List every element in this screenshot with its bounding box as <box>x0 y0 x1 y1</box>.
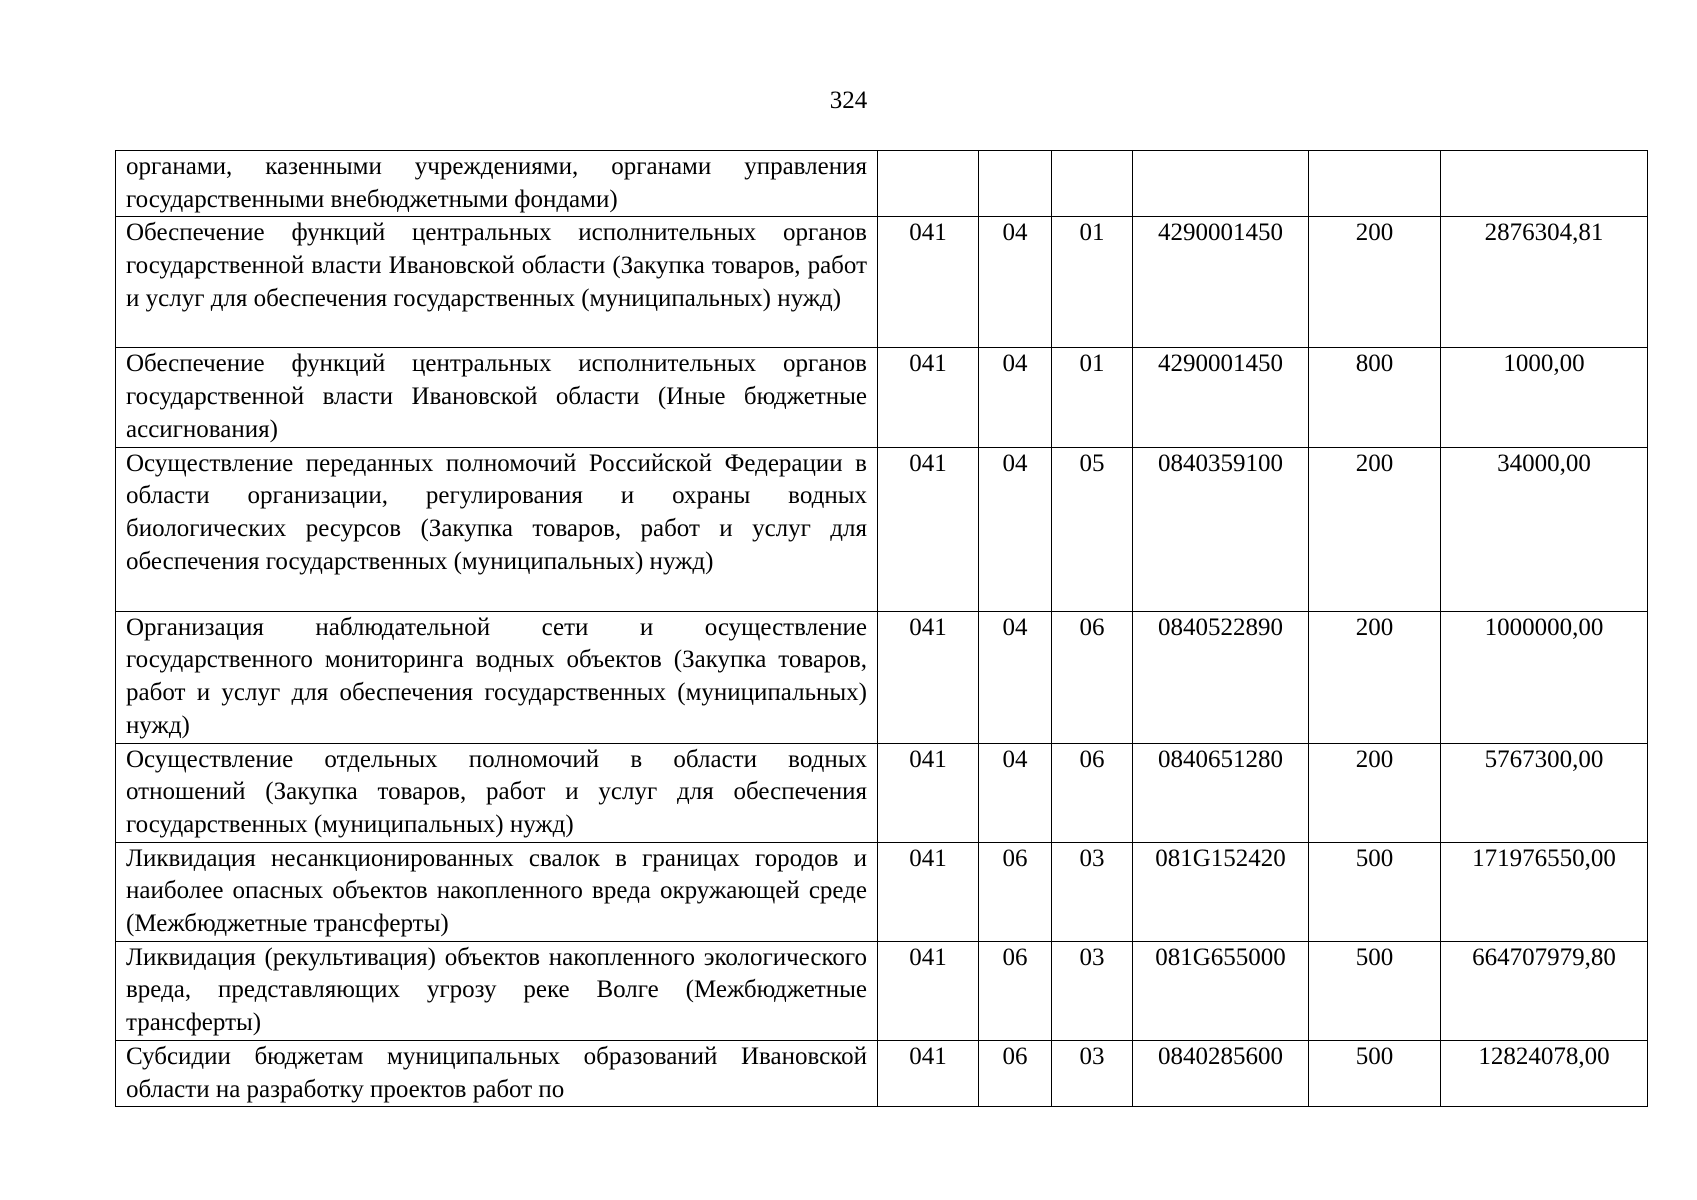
section-code: 06 <box>979 842 1052 941</box>
ministry-code: 041 <box>878 743 979 842</box>
amount-value: 1000000,00 <box>1441 611 1648 743</box>
ministry-code: 041 <box>878 941 979 1040</box>
expense-type-code: 500 <box>1309 842 1441 941</box>
amount-value: 2876304,81 <box>1441 217 1648 348</box>
ministry-code: 041 <box>878 611 979 743</box>
expense-type-code: 200 <box>1309 743 1441 842</box>
expense-type-code: 200 <box>1309 611 1441 743</box>
table-row <box>116 151 1648 217</box>
subsection-code: 03 <box>1052 941 1133 1040</box>
section-code: 06 <box>979 1040 1052 1106</box>
amount-value: 34000,00 <box>1441 447 1648 611</box>
expense-type-code: 500 <box>1309 941 1441 1040</box>
row-description: Осуществление отдельных полномочий в области водных отношений (Закупка товаров, работ и услуг для обеспечения государственных (муниципальных) нужд) <box>116 743 878 842</box>
target-article-code: 081G655000 <box>1133 941 1309 1040</box>
subsection-code: 06 <box>1052 743 1133 842</box>
table-row <box>116 217 1648 348</box>
section-code: 04 <box>979 611 1052 743</box>
expense-type-code: 200 <box>1309 217 1441 348</box>
target-article-code <box>1133 151 1309 217</box>
section-code: 04 <box>979 348 1052 447</box>
amount-value: 171976550,00 <box>1441 842 1648 941</box>
target-article-code: 081G152420 <box>1133 842 1309 941</box>
subsection-code: 03 <box>1052 842 1133 941</box>
section-code: 04 <box>979 743 1052 842</box>
subsection-code <box>1052 151 1133 217</box>
table-row <box>116 743 1648 842</box>
amount-value: 5767300,00 <box>1441 743 1648 842</box>
table-row <box>116 1040 1648 1106</box>
table-row <box>116 941 1648 1040</box>
subsection-code: 01 <box>1052 348 1133 447</box>
ministry-code: 041 <box>878 348 979 447</box>
section-code: 04 <box>979 447 1052 611</box>
section-code: 04 <box>979 217 1052 348</box>
row-description: Обеспечение функций центральных исполнительных органов государственной власти Ивановской области (Закупка товаров, работ и услуг для обеспечения государственных (муниципальных) нужд) <box>116 217 878 348</box>
row-description: Ликвидация (рекультивация) объектов накопленного экологического вреда, представляющих угрозу реке Волге (Межбюджетные трансферты) <box>116 941 878 1040</box>
amount-value: 1000,00 <box>1441 348 1648 447</box>
ministry-code: 041 <box>878 447 979 611</box>
section-code <box>979 151 1052 217</box>
target-article-code: 4290001450 <box>1133 217 1309 348</box>
row-description: органами, казенными учреждениями, органами управления государственными внебюджетными фондами) <box>116 151 878 217</box>
target-article-code: 0840522890 <box>1133 611 1309 743</box>
amount-value <box>1441 151 1648 217</box>
amount-value: 12824078,00 <box>1441 1040 1648 1106</box>
budget-table <box>115 150 1648 1107</box>
amount-value: 664707979,80 <box>1441 941 1648 1040</box>
expense-type-code: 500 <box>1309 1040 1441 1106</box>
target-article-code: 4290001450 <box>1133 348 1309 447</box>
expense-type-code <box>1309 151 1441 217</box>
row-description: Ликвидация несанкционированных свалок в границах городов и наиболее опасных объектов накопленного вреда окружающей среде (Межбюджетные трансферты) <box>116 842 878 941</box>
subsection-code: 03 <box>1052 1040 1133 1106</box>
row-description: Осуществление переданных полномочий Российской Федерации в области организации, регулирования и охраны водных биологических ресурсов (Закупка товаров, работ и услуг для обеспечения государственных (муниципальных) нужд) <box>116 447 878 611</box>
table-row <box>116 447 1648 611</box>
subsection-code: 06 <box>1052 611 1133 743</box>
row-description: Субсидии бюджетам муниципальных образований Ивановской области на разработку проектов работ по <box>116 1040 878 1106</box>
target-article-code: 0840285600 <box>1133 1040 1309 1106</box>
ministry-code: 041 <box>878 217 979 348</box>
subsection-code: 05 <box>1052 447 1133 611</box>
table-row <box>116 611 1648 743</box>
expense-type-code: 200 <box>1309 447 1441 611</box>
page-number: 324 <box>829 87 868 114</box>
table-row <box>116 842 1648 941</box>
ministry-code <box>878 151 979 217</box>
subsection-code: 01 <box>1052 217 1133 348</box>
section-code: 06 <box>979 941 1052 1040</box>
row-description: Организация наблюдательной сети и осуществление государственного мониторинга водных объектов (Закупка товаров, работ и услуг для обеспечения государственных (муниципальных) нужд) <box>116 611 878 743</box>
row-description: Обеспечение функций центральных исполнительных органов государственной власти Ивановской области (Иные бюджетные ассигнования) <box>116 348 878 447</box>
target-article-code: 0840359100 <box>1133 447 1309 611</box>
ministry-code: 041 <box>878 1040 979 1106</box>
expense-type-code: 800 <box>1309 348 1441 447</box>
table-row <box>116 348 1648 447</box>
target-article-code: 0840651280 <box>1133 743 1309 842</box>
ministry-code: 041 <box>878 842 979 941</box>
